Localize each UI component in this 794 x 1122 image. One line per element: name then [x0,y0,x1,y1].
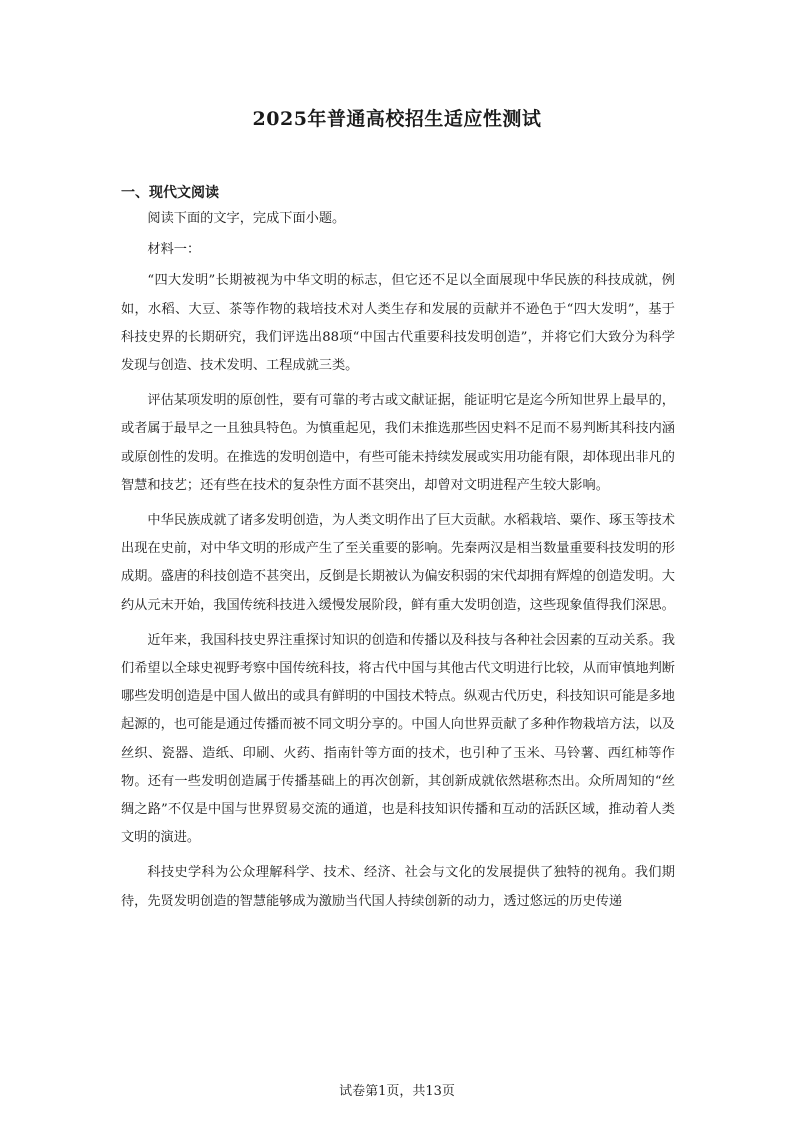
exam-title: 2025年普通高校招生适应性测试 [252,108,542,130]
instruction-text: 阅读下面的文字，完成下面小题。 [147,211,346,226]
paragraph-3: 中华民族成就了诸多发明创造，为人类文明作出了巨大贡献。水稻栽培、粟作、琢玉等技术出现在史前，对中华文明的形成产生了至关重要的影响。先秦两汉是相当数量重要科技发明的形成期。盛唐的科技创造不甚突出，反倒是长期被认为偏安积弱的宋代却拥有辉煌的创造发明。大约从元末开始，我国传统科技进入缓慢发展阶段，鲜有重大发明创造，这些现象值得我们深思。 [121,513,675,613]
paragraph-1: “四大发明”长期被视为中华文明的标志，但它还不足以全面展现中华民族的科技成就，例如，水稻、大豆、茶等作物的栽培技术对人类生存和发展的贡献并不逊色于“四大发明”，基于科技史界的长期研究，我们评选出88项“中国古代重要科技发明创造”，并将它们大致分为科学发现与创造、技术发明、工程成就三类。 [121,273,675,374]
section-heading: 一、现代文阅读 [121,185,219,201]
material-label: 材料一： [147,242,201,258]
reading-passage [121,205,675,916]
page-footer: 试卷第1页，共13页 [339,1084,455,1099]
paragraph-2: 评估某项发明的原创性，要有可靠的考古或文献证据，能证明它是迄今所知世界上最早的，或者属于最早之一且独具特色。为慎重起见，我们未推选那些因史料不足而不易判断其科技内涵或原创性的发明。在推选的发明创造中，有些可能未持续发展或实用功能有限，却体现出非凡的智慧和技艺；还有些在技术的复杂性方面不甚突出，却曾对文明进程产生较大影响。 [121,393,675,493]
paragraph-5: 科技史学科为公众理解科学、技术、经济、社会与文化的发展提供了独特的视角。我们期待，先贤发明创造的智慧能够成为激励当代国人持续创新的动力，透过悠远的历史传递 [121,865,675,909]
paragraph-4: 近年来，我国科技史界注重探讨知识的创造和传播以及科技与各种社会因素的互动关系。我们希望以全球史视野考察中国传统科技，将古代中国与其他古代文明进行比较，从而审慎地判断哪些发明创造是中国人做出的或具有鲜明的中国技术特点。纵观古代历史，科技知识可能是多地起源的，也可能是通过传播而被不同文明分享的。中国人向世界贡献了多种作物栽培方法，以及丝织、瓷器、造纸、印刷、火药、指南针等方面的技术，也引种了玉米、马铃薯、西红柿等作物。还有一些发明创造属于传播基础上的再次创新，其创新成就依然堪称杰出。众所周知的“丝绸之路”不仅是中国与世界贸易交流的通道，也是科技知识传播和互动的活跃区域，推动着人类文明的演进。 [121,632,675,846]
